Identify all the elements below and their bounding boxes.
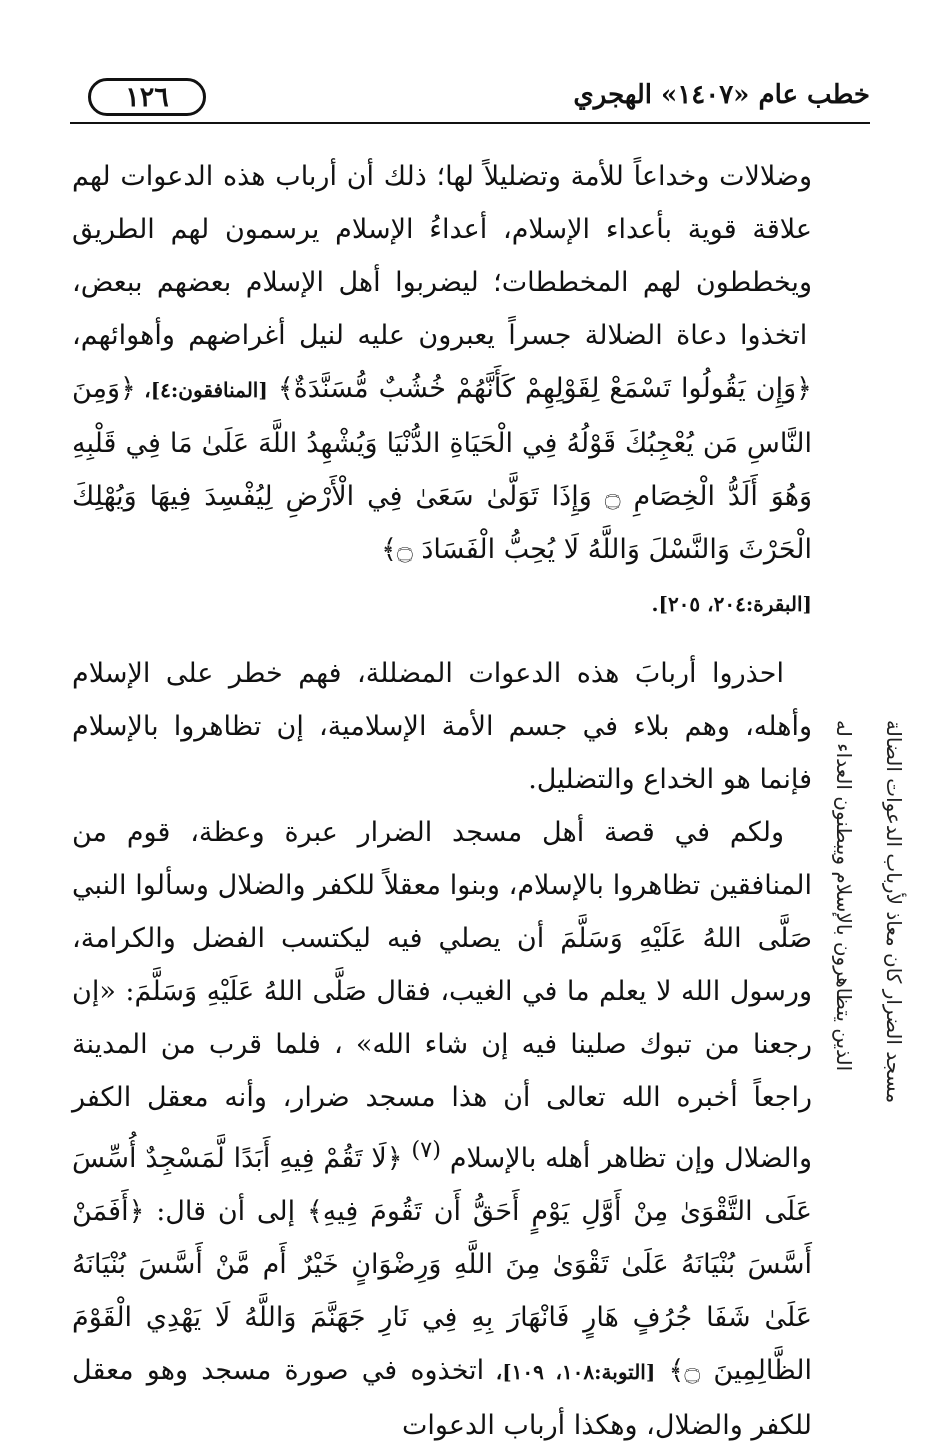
verse-reference-2: [البقرة:٢٠٤، ٢٠٥]. bbox=[651, 592, 812, 616]
verse-reference-1: [المنافقون:٤]، bbox=[135, 378, 268, 402]
quran-verse-2: ﴿وَمِنَ النَّاسِ مَن يُعْجِبُكَ قَوْلُهُ فِي الْحَيَاةِ الدُّنْيَا وَيُشْهِدُ اللَّهَ عَلَىٰ مَا فِي قَلْبِهِ وَهُوَ أَلَدُّ الْخِصَامِ ۝ وَإِذَا تَوَلَّىٰ سَعَىٰ فِي الْأَرْضِ لِيُفْسِدَ فِيهَا وَيُهْلِكَ الْحَرْثَ وَالنَّسْلَ وَاللَّهُ لَا يُحِبُّ الْفَسَادَ ۝﴾ bbox=[72, 373, 812, 565]
paragraph-3-text-c: إلى أن قال: bbox=[144, 1196, 296, 1227]
paragraph-3-text-a: ولكم في قصة أهل مسجد الضرار عبرة وعظة، قوم من المنافقين تظاهروا بالإسلام، وبنوا معقلاً للكفر والضلال وسألوا النبي صَلَّى اللهُ عَلَيْهِ وَسَلَّمَ أن يصلي فيه ليكتسب الفضل والكرامة، ورسول الله لا يعلم ما في الغيب، فقال صَلَّى اللهُ عَلَيْهِ وَسَلَّمَ: bbox=[72, 817, 812, 1007]
header-divider bbox=[70, 122, 870, 124]
paragraph-3-text-d: اتخذوه في صورة مسجد وهو معقل للكفر والضلال، وهكذا أرباب الدعوات bbox=[72, 1355, 812, 1441]
page-number-text: ١٢٦ bbox=[125, 81, 169, 113]
paragraph-1-text: وضلالات وخداعاً للأمة وتضليلاً لها؛ ذلك أن أرباب هذه الدعوات لهم علاقة قوية بأعداء الإسلام، أعداءُ الإسلام يرسمون لهم الطريق ويخططون لهم المخططات؛ ليضربوا أهل الإسلام بعضهم ببعض، اتخذوا دعاة الضلالة جسراً يعبرون عليه لنيل أغراضهم وأهوائهم، bbox=[72, 161, 812, 351]
page-header bbox=[70, 78, 870, 126]
verse-reference-2-line bbox=[72, 576, 812, 631]
header-title: خطب عام «١٤٠٧» الهجري bbox=[573, 80, 870, 110]
page-number bbox=[88, 78, 206, 116]
paragraph-1 bbox=[72, 150, 812, 576]
footnote-marker[interactable]: (٧) bbox=[411, 1137, 442, 1163]
paragraph-2 bbox=[72, 647, 812, 806]
hadith-quote: «إن رجعنا من تبوك صلينا فيه إن شاء الله» bbox=[72, 976, 812, 1060]
quran-verse-3: ﴿لَا تَقُمْ فِيهِ أَبَدًا لَّمَسْجِدٌ أُسِّسَ عَلَى التَّقْوَىٰ مِنْ أَوَّلِ يَوْمٍ أَحَقُّ أَن تَقُومَ فِيهِ﴾ bbox=[72, 1143, 812, 1227]
quran-verse-4: ﴿أَفَمَنْ أَسَّسَ بُنْيَانَهُ عَلَىٰ تَقْوَىٰ مِنَ اللَّهِ وَرِضْوَانٍ خَيْرٌ أَم مَّنْ أَسَّسَ بُنْيَانَهُ عَلَىٰ شَفَا جُرُفٍ هَارٍ فَانْهَارَ بِهِ فِي نَارِ جَهَنَّمَ وَاللَّهُ لَا يَهْدِي الْقَوْمَ الظَّالِمِينَ ۝﴾ bbox=[72, 1196, 812, 1386]
handwritten-margin-note bbox=[822, 720, 932, 1280]
quran-verse-1: ﴿وَإِن يَقُولُوا تَسْمَعْ لِقَوْلِهِمْ كَأَنَّهُمْ خُشُبٌ مُّسَنَّدَةٌ﴾ bbox=[277, 373, 812, 404]
paragraph-3-text-b: ، فلما قرب من المدينة راجعاً أخبره الله تعالى أن هذا مسجد ضرار، وأنه معقل الكفر والضلال وإن تظاهر أهله بالإسلام bbox=[72, 1029, 812, 1174]
paragraph-2-text: احذروا أربابَ هذه الدعوات المضللة، فهم خطر على الإسلام وأهله، وهم بلاء في جسم الأمة الإسلامية، إن تظاهروا بالإسلام فإنما هو الخداع والتضليل. bbox=[72, 658, 812, 795]
margin-note-line-2: الذين يتظاهرون بالإسلام ويبطنون العداء له bbox=[832, 720, 856, 1072]
paragraph-3 bbox=[72, 806, 812, 1452]
verse-reference-3: [التوبة:١٠٨، ١٠٩]، bbox=[484, 1360, 656, 1384]
main-text bbox=[72, 150, 812, 1452]
margin-note-line-1: مسجد الضرار كان معاذ لأرباب الدعوات الضالة bbox=[882, 720, 906, 1104]
